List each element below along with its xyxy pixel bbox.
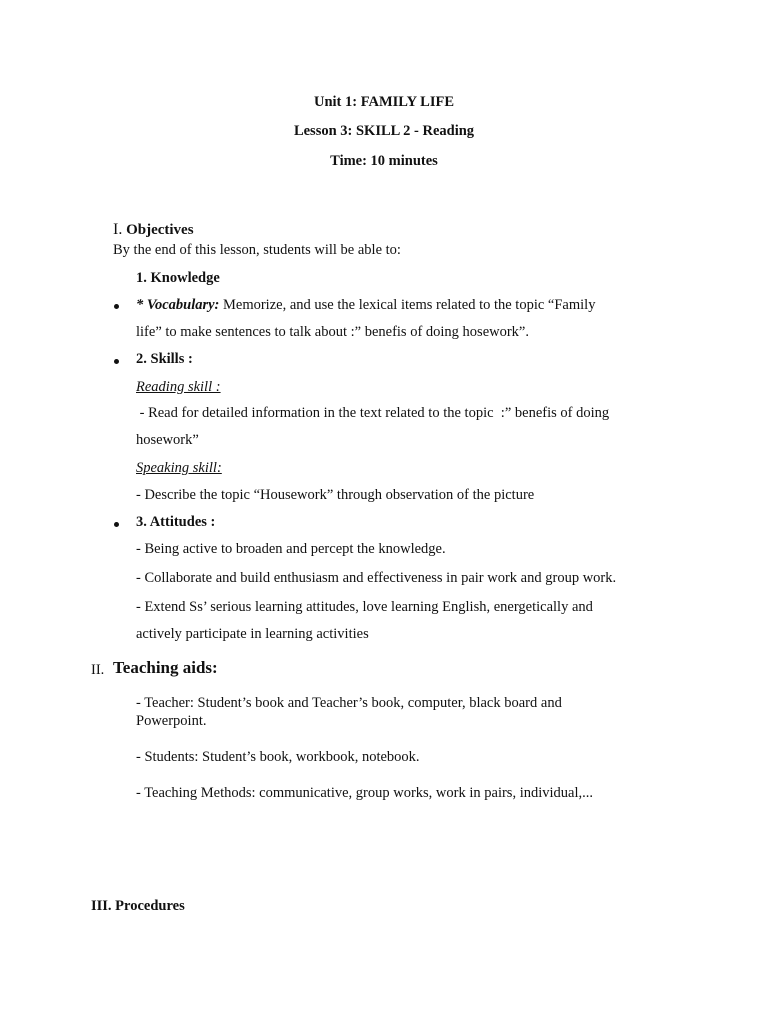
- teaching-methods-line: - Teaching Methods: communicative, group works, work in pairs, individual,...: [136, 785, 593, 801]
- vocabulary-text: Memorize, and use the lexical items related to the topic “Family: [223, 297, 596, 313]
- attitudes-line-2: - Collaborate and build enthusiasm and effectiveness in pair work and group work.: [136, 570, 617, 586]
- skills-heading: 2. Skills :: [136, 351, 193, 367]
- objectives-heading: [113, 221, 194, 239]
- procedures-heading: III. Procedures: [91, 898, 185, 914]
- objectives-heading-text: Objectives: [126, 222, 194, 238]
- attitudes-line-4: actively participate in learning activities: [136, 626, 369, 642]
- teaching-aids-number: II.: [91, 662, 105, 678]
- speaking-skill-line: - Describe the topic “Housework” through observation of the picture: [136, 487, 535, 503]
- knowledge-heading: 1. Knowledge: [136, 270, 220, 286]
- objectives-intro: By the end of this lesson, students will be able to:: [113, 242, 401, 258]
- unit-title: Unit 1: FAMILY LIFE: [313, 94, 455, 110]
- bullet-icon: [114, 522, 119, 527]
- teaching-aids-heading: Teaching aids:: [113, 658, 218, 677]
- reading-skill-label: Reading skill :: [136, 379, 221, 395]
- reading-skill-line-2: hosework”: [136, 432, 199, 448]
- vocabulary-label: * Vocabulary:: [136, 297, 220, 313]
- bullet-icon: [114, 359, 119, 364]
- bullet-icon: [114, 304, 119, 309]
- time-label: Time: 10 minutes: [330, 153, 438, 169]
- attitudes-line-3: - Extend Ss’ serious learning attitudes, love learning English, energetically and: [136, 599, 593, 615]
- vocabulary-line-2: life” to make sentences to talk about :” benefis of doing hosework”.: [136, 324, 529, 340]
- vocabulary-line-1: [136, 297, 595, 314]
- objectives-heading-number: I.: [113, 221, 123, 238]
- attitudes-heading: 3. Attitudes :: [136, 514, 216, 530]
- lesson-title: Lesson 3: SKILL 2 - Reading: [293, 123, 475, 139]
- teacher-aids-line-1: - Teacher: Student’s book and Teacher’s book, computer, black board and: [136, 695, 562, 711]
- students-aids-line: - Students: Student’s book, workbook, notebook.: [136, 749, 420, 765]
- speaking-skill-label: Speaking skill:: [136, 460, 222, 476]
- reading-skill-line-1: - Read for detailed information in the text related to the topic :” benefis of doing: [136, 405, 610, 421]
- teacher-aids-line-2: Powerpoint.: [136, 713, 207, 729]
- attitudes-line-1: - Being active to broaden and percept the knowledge.: [136, 541, 446, 557]
